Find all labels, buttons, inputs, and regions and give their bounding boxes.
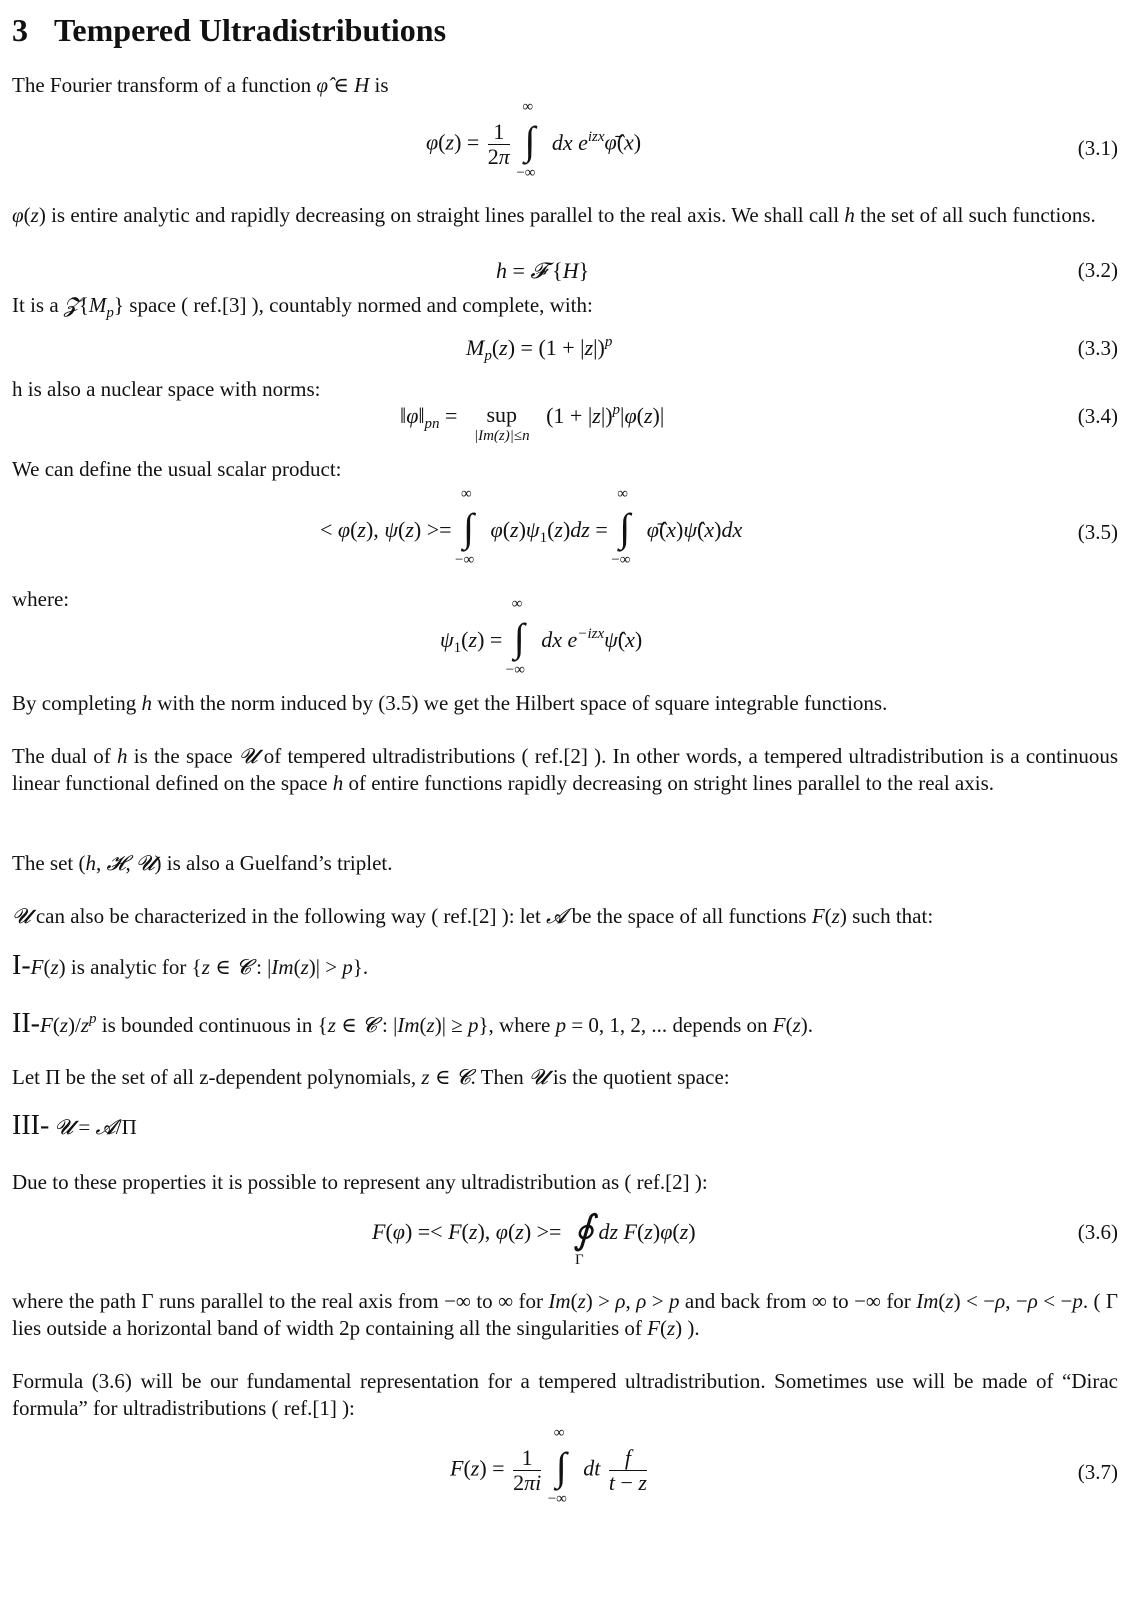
equation-3-4: $‖\varphi‖_{pn}$ = sup |Im(z)|≤n $(1 + |z|)^p|\varphi(z)|$ bbox=[400, 402, 665, 444]
paragraph-where: where: bbox=[12, 587, 70, 611]
paragraph-entire: φ(z) is entire analytic and rapidly decreasing on straight lines parallel to the real axis. We shall call h the set of all such functions. bbox=[12, 203, 1096, 227]
paragraph-dual: The dual of h is the space 𝓤 of tempered ultradistributions ( ref.[2] ). In other words, a tempered ultradistribution is a continuous linear functional defined on the space h of entire functions rapidly decreasing on stright lines parallel to the real axis. bbox=[12, 744, 1119, 795]
paper-page bbox=[12, 0, 1118, 1598]
paragraph-formula: Formula (3.6) will be our fundamental representation for a tempered ultradistribution. Sometimes use will be made of “Dirac formula” for ultradistributions ( ref.[1] ): bbox=[12, 1369, 1118, 1420]
section-heading bbox=[12, 12, 446, 49]
paragraph-scalar: We can define the usual scalar product: bbox=[12, 457, 342, 481]
equation-number-3-4: (3.4) bbox=[1077, 404, 1118, 428]
equation-3-3: $M_p(z) = (1 + |z|)^p$ bbox=[466, 334, 613, 364]
paragraph-due: Due to these properties it is possible to represent any ultradistribution as ( ref.[2] ): bbox=[12, 1170, 708, 1194]
equation-3-7: F(z) = $\frac{1}{2\pi i}$ ∞ ∫ −∞ dt $\frac{f}{t - z}$ bbox=[450, 1424, 647, 1507]
equation-3-2: h = 𝓕 {H} bbox=[496, 258, 590, 283]
paragraph-nuclear: h is also a nuclear space with norms: bbox=[12, 377, 321, 401]
equation-number-3-7: (3.7) bbox=[1077, 1460, 1118, 1484]
equation-number-3-6: (3.6) bbox=[1077, 1220, 1118, 1244]
paragraph-characterized: 𝓤 can also be characterized in the following way ( ref.[2] ): let 𝓐 be the space of all functions F(z) such that: bbox=[12, 904, 934, 928]
paragraph-path: where the path Γ runs parallel to the real axis from −∞ to ∞ for Im(z) > ρ, ρ > p and back from ∞ to −∞ for Im(z) < −ρ, −ρ < −p. ( Γ lies outside a horizontal band of width 2p containing all the singularities of F(z) ). bbox=[12, 1289, 1119, 1340]
paragraph-fourier: The Fourier transform of a function φ̂ ∈ H is bbox=[12, 73, 389, 97]
paragraph-space: It is a $𝓩\{M_p\}$ space ( ref.[3] ), countably normed and complete, with: bbox=[12, 293, 593, 321]
paragraph-triplet: The set (h, 𝓗, 𝓤) is also a Guelfand’s triplet. bbox=[12, 851, 393, 875]
equation-psi1: $\psi_1(z)$ = ∞ ∫ −∞ dx $e^{-izx}\psî(x)$ bbox=[440, 596, 643, 678]
paragraph-completing: By completing h with the norm induced by (3.5) we get the Hilbert space of square integrable functions. bbox=[12, 691, 888, 715]
equation-number-3-1: (3.1) bbox=[1077, 136, 1118, 160]
property-2: $II-F(z)/z^p$ is bounded continuous in {z ∈ 𝓒 : |Im(z)| ≥ p}, where p = 0, 1, 2, ... depends on F(z). bbox=[12, 1008, 814, 1039]
equation-number-3-3: (3.3) bbox=[1077, 336, 1118, 360]
equation-number-3-5: (3.5) bbox=[1077, 520, 1118, 544]
equation-3-6: F(φ) =< F(z), φ(z) >= ∮ Γ dz F(z)φ(z) bbox=[372, 1207, 696, 1268]
equation-number-3-2: (3.2) bbox=[1077, 258, 1118, 282]
paragraph-pi: Let Π be the set of all z-dependent polynomials, z ∈ 𝓒. Then 𝓤 is the quotient space: bbox=[12, 1065, 730, 1089]
property-1: I-F(z) is analytic for {z ∈ 𝓒 : |Im(z)| > p}. bbox=[12, 950, 369, 981]
section-number: 3 bbox=[12, 12, 28, 48]
property-3: III- 𝓤 = 𝓐/Π bbox=[12, 1110, 137, 1141]
equation-3-5: < φ(z), ψ(z) >= ∞ ∫ −∞ $\varphi(z)\psi_1(z)dz$ = ∞ ∫ −∞ φ̄̂(x)ψ̂(x)dx bbox=[320, 486, 743, 568]
equation-3-1: φ(z) = $\frac{1}{2\pi}$ ∞ ∫ −∞ dx $e^{izx}\varphī̂(x)$ bbox=[426, 98, 642, 181]
section-title: Tempered Ultradistributions bbox=[54, 12, 447, 48]
